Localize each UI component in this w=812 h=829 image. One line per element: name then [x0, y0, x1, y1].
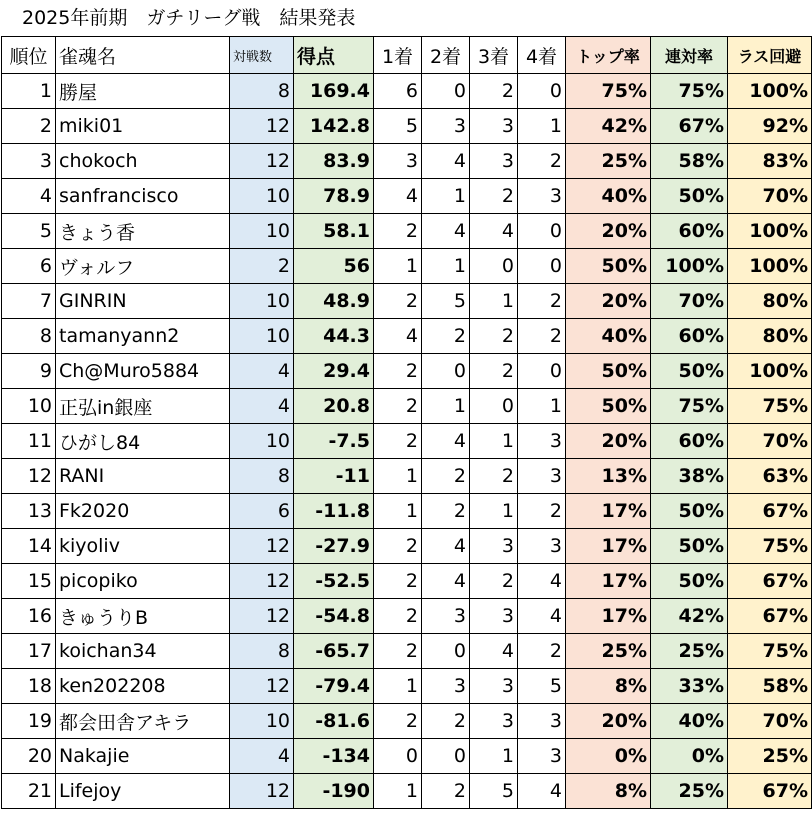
player-name-cell: きゅうりB — [56, 599, 230, 634]
rank-cell: 7 — [2, 284, 56, 319]
fourth-place-cell: 5 — [518, 669, 566, 704]
fourth-place-cell: 2 — [518, 494, 566, 529]
fourth-place-cell: 2 — [518, 634, 566, 669]
rentai-rate-cell: 50% — [651, 354, 728, 389]
fourth-place-cell: 1 — [518, 389, 566, 424]
fourth-place-cell: 2 — [518, 319, 566, 354]
rentai-rate-cell: 70% — [651, 284, 728, 319]
third-place-cell: 4 — [470, 634, 518, 669]
games-cell: 12 — [230, 669, 294, 704]
table-row — [2, 739, 812, 774]
second-place-cell: 0 — [422, 354, 470, 389]
rank-cell: 20 — [2, 739, 56, 774]
table-row — [2, 179, 812, 214]
second-place-cell: 3 — [422, 109, 470, 144]
second-place-cell: 2 — [422, 494, 470, 529]
third-place-cell: 0 — [470, 389, 518, 424]
second-place-cell: 5 — [422, 284, 470, 319]
second-place-cell: 1 — [422, 389, 470, 424]
games-cell: 4 — [230, 354, 294, 389]
games-cell: 12 — [230, 144, 294, 179]
score-cell: 20.8 — [294, 389, 374, 424]
score-cell: -81.6 — [294, 704, 374, 739]
third-place-cell: 1 — [470, 424, 518, 459]
las-avoid-cell: 83% — [728, 144, 812, 179]
fourth-place-cell: 0 — [518, 354, 566, 389]
fourth-place-cell: 0 — [518, 249, 566, 284]
player-name-cell: 都会田舎アキラ — [56, 704, 230, 739]
las-avoid-cell: 75% — [728, 634, 812, 669]
las-avoid-cell: 25% — [728, 739, 812, 774]
las-avoid-cell: 67% — [728, 774, 812, 809]
top-rate-cell: 25% — [566, 144, 651, 179]
third-place-cell: 3 — [470, 669, 518, 704]
games-cell: 4 — [230, 389, 294, 424]
games-cell: 8 — [230, 634, 294, 669]
table-row — [2, 774, 812, 809]
first-place-cell: 1 — [374, 774, 422, 809]
rank-cell: 14 — [2, 529, 56, 564]
header-fourth: 4着 — [518, 37, 566, 74]
player-name-cell: Nakajie — [56, 739, 230, 774]
las-avoid-cell: 100% — [728, 354, 812, 389]
header-name: 雀魂名 — [56, 37, 230, 74]
games-cell: 10 — [230, 704, 294, 739]
games-cell: 12 — [230, 109, 294, 144]
top-rate-cell: 50% — [566, 354, 651, 389]
top-rate-cell: 40% — [566, 319, 651, 354]
table-body — [2, 74, 812, 809]
rentai-rate-cell: 50% — [651, 529, 728, 564]
top-rate-cell: 20% — [566, 704, 651, 739]
first-place-cell: 6 — [374, 74, 422, 109]
games-cell: 2 — [230, 249, 294, 284]
rentai-rate-cell: 25% — [651, 634, 728, 669]
fourth-place-cell: 2 — [518, 284, 566, 319]
second-place-cell: 0 — [422, 634, 470, 669]
table-row — [2, 634, 812, 669]
third-place-cell: 2 — [470, 354, 518, 389]
fourth-place-cell: 4 — [518, 564, 566, 599]
player-name-cell: miki01 — [56, 109, 230, 144]
rentai-rate-cell: 38% — [651, 459, 728, 494]
third-place-cell: 3 — [470, 144, 518, 179]
second-place-cell: 1 — [422, 249, 470, 284]
third-place-cell: 3 — [470, 704, 518, 739]
fourth-place-cell: 2 — [518, 144, 566, 179]
las-avoid-cell: 80% — [728, 284, 812, 319]
table-row — [2, 529, 812, 564]
score-cell: -54.8 — [294, 599, 374, 634]
second-place-cell: 4 — [422, 214, 470, 249]
first-place-cell: 2 — [374, 354, 422, 389]
header-rentai-rate: 連対率 — [651, 37, 728, 74]
player-name-cell: 勝屋 — [56, 74, 230, 109]
header-top-rate: トップ率 — [566, 37, 651, 74]
fourth-place-cell: 3 — [518, 739, 566, 774]
second-place-cell: 4 — [422, 424, 470, 459]
games-cell: 12 — [230, 599, 294, 634]
second-place-cell: 2 — [422, 774, 470, 809]
top-rate-cell: 8% — [566, 774, 651, 809]
first-place-cell: 5 — [374, 109, 422, 144]
top-rate-cell: 20% — [566, 214, 651, 249]
rentai-rate-cell: 40% — [651, 704, 728, 739]
second-place-cell: 4 — [422, 144, 470, 179]
top-rate-cell: 17% — [566, 599, 651, 634]
third-place-cell: 2 — [470, 459, 518, 494]
rank-cell: 5 — [2, 214, 56, 249]
first-place-cell: 2 — [374, 529, 422, 564]
first-place-cell: 2 — [374, 564, 422, 599]
rank-cell: 8 — [2, 319, 56, 354]
player-name-cell: ken202208 — [56, 669, 230, 704]
first-place-cell: 0 — [374, 739, 422, 774]
second-place-cell: 4 — [422, 529, 470, 564]
rank-cell: 12 — [2, 459, 56, 494]
rentai-rate-cell: 50% — [651, 179, 728, 214]
second-place-cell: 2 — [422, 704, 470, 739]
las-avoid-cell: 92% — [728, 109, 812, 144]
rank-cell: 17 — [2, 634, 56, 669]
top-rate-cell: 25% — [566, 634, 651, 669]
rentai-rate-cell: 50% — [651, 564, 728, 599]
rank-cell: 1 — [2, 74, 56, 109]
rank-cell: 11 — [2, 424, 56, 459]
games-cell: 12 — [230, 774, 294, 809]
score-cell: 48.9 — [294, 284, 374, 319]
first-place-cell: 2 — [374, 389, 422, 424]
table-row — [2, 704, 812, 739]
rentai-rate-cell: 60% — [651, 424, 728, 459]
first-place-cell: 2 — [374, 704, 422, 739]
rentai-rate-cell: 67% — [651, 109, 728, 144]
games-cell: 12 — [230, 564, 294, 599]
third-place-cell: 2 — [470, 179, 518, 214]
fourth-place-cell: 1 — [518, 109, 566, 144]
rentai-rate-cell: 33% — [651, 669, 728, 704]
rentai-rate-cell: 0% — [651, 739, 728, 774]
third-place-cell: 1 — [470, 739, 518, 774]
score-cell: 44.3 — [294, 319, 374, 354]
rank-cell: 6 — [2, 249, 56, 284]
results-table — [1, 36, 812, 809]
fourth-place-cell: 4 — [518, 774, 566, 809]
table-row — [2, 354, 812, 389]
top-rate-cell: 50% — [566, 389, 651, 424]
top-rate-cell: 17% — [566, 494, 651, 529]
header-row — [2, 37, 812, 74]
las-avoid-cell: 58% — [728, 669, 812, 704]
rank-cell: 4 — [2, 179, 56, 214]
third-place-cell: 5 — [470, 774, 518, 809]
first-place-cell: 1 — [374, 669, 422, 704]
las-avoid-cell: 80% — [728, 319, 812, 354]
rank-cell: 10 — [2, 389, 56, 424]
first-place-cell: 1 — [374, 494, 422, 529]
player-name-cell: RANI — [56, 459, 230, 494]
fourth-place-cell: 0 — [518, 74, 566, 109]
rentai-rate-cell: 58% — [651, 144, 728, 179]
score-cell: 56 — [294, 249, 374, 284]
rentai-rate-cell: 50% — [651, 494, 728, 529]
table-row — [2, 109, 812, 144]
fourth-place-cell: 4 — [518, 599, 566, 634]
player-name-cell: chokoch — [56, 144, 230, 179]
player-name-cell: koichan34 — [56, 634, 230, 669]
third-place-cell: 2 — [470, 74, 518, 109]
fourth-place-cell: 3 — [518, 179, 566, 214]
table-row — [2, 214, 812, 249]
table-row — [2, 389, 812, 424]
score-cell: -134 — [294, 739, 374, 774]
rank-cell: 18 — [2, 669, 56, 704]
games-cell: 10 — [230, 424, 294, 459]
third-place-cell: 4 — [470, 214, 518, 249]
first-place-cell: 4 — [374, 319, 422, 354]
header-second: 2着 — [422, 37, 470, 74]
score-cell: -11 — [294, 459, 374, 494]
las-avoid-cell: 70% — [728, 179, 812, 214]
las-avoid-cell: 100% — [728, 249, 812, 284]
header-score: 得点 — [294, 37, 374, 74]
first-place-cell: 1 — [374, 249, 422, 284]
rank-cell: 13 — [2, 494, 56, 529]
first-place-cell: 2 — [374, 599, 422, 634]
rentai-rate-cell: 75% — [651, 389, 728, 424]
score-cell: -27.9 — [294, 529, 374, 564]
player-name-cell: ひがし84 — [56, 424, 230, 459]
third-place-cell: 2 — [470, 319, 518, 354]
rank-cell: 16 — [2, 599, 56, 634]
las-avoid-cell: 75% — [728, 529, 812, 564]
table-row — [2, 319, 812, 354]
rentai-rate-cell: 25% — [651, 774, 728, 809]
fourth-place-cell: 3 — [518, 529, 566, 564]
first-place-cell: 2 — [374, 214, 422, 249]
table-row — [2, 459, 812, 494]
third-place-cell: 3 — [470, 109, 518, 144]
fourth-place-cell: 3 — [518, 424, 566, 459]
las-avoid-cell: 67% — [728, 494, 812, 529]
rentai-rate-cell: 100% — [651, 249, 728, 284]
rank-cell: 9 — [2, 354, 56, 389]
top-rate-cell: 50% — [566, 249, 651, 284]
score-cell: 78.9 — [294, 179, 374, 214]
top-rate-cell: 0% — [566, 739, 651, 774]
fourth-place-cell: 3 — [518, 459, 566, 494]
player-name-cell: Ch@Muro5884 — [56, 354, 230, 389]
header-games: 対戦数 — [230, 37, 294, 74]
second-place-cell: 3 — [422, 599, 470, 634]
games-cell: 4 — [230, 739, 294, 774]
fourth-place-cell: 3 — [518, 704, 566, 739]
header-third: 3着 — [470, 37, 518, 74]
top-rate-cell: 17% — [566, 529, 651, 564]
player-name-cell: tamanyann2 — [56, 319, 230, 354]
score-cell: 169.4 — [294, 74, 374, 109]
games-cell: 6 — [230, 494, 294, 529]
table-row — [2, 564, 812, 599]
score-cell: -65.7 — [294, 634, 374, 669]
first-place-cell: 1 — [374, 459, 422, 494]
third-place-cell: 2 — [470, 564, 518, 599]
top-rate-cell: 75% — [566, 74, 651, 109]
rentai-rate-cell: 75% — [651, 74, 728, 109]
first-place-cell: 2 — [374, 424, 422, 459]
second-place-cell: 2 — [422, 319, 470, 354]
player-name-cell: kiyoliv — [56, 529, 230, 564]
games-cell: 8 — [230, 74, 294, 109]
rank-cell: 21 — [2, 774, 56, 809]
table-row — [2, 669, 812, 704]
score-cell: 83.9 — [294, 144, 374, 179]
top-rate-cell: 42% — [566, 109, 651, 144]
rentai-rate-cell: 42% — [651, 599, 728, 634]
las-avoid-cell: 75% — [728, 389, 812, 424]
rank-cell: 2 — [2, 109, 56, 144]
player-name-cell: ヴォルフ — [56, 249, 230, 284]
player-name-cell: きょう香 — [56, 214, 230, 249]
las-avoid-cell: 63% — [728, 459, 812, 494]
score-cell: -52.5 — [294, 564, 374, 599]
top-rate-cell: 20% — [566, 284, 651, 319]
score-cell: 142.8 — [294, 109, 374, 144]
rank-cell: 3 — [2, 144, 56, 179]
table-row — [2, 599, 812, 634]
games-cell: 10 — [230, 214, 294, 249]
score-cell: 58.1 — [294, 214, 374, 249]
third-place-cell: 0 — [470, 249, 518, 284]
second-place-cell: 0 — [422, 74, 470, 109]
third-place-cell: 1 — [470, 494, 518, 529]
score-cell: -11.8 — [294, 494, 374, 529]
header-rank: 順位 — [2, 37, 56, 74]
header-las-avoid: ラス回避 — [728, 37, 812, 74]
score-cell: -79.4 — [294, 669, 374, 704]
second-place-cell: 1 — [422, 179, 470, 214]
games-cell: 10 — [230, 284, 294, 319]
player-name-cell: GINRIN — [56, 284, 230, 319]
second-place-cell: 2 — [422, 459, 470, 494]
top-rate-cell: 17% — [566, 564, 651, 599]
fourth-place-cell: 0 — [518, 214, 566, 249]
table-row — [2, 494, 812, 529]
score-cell: 29.4 — [294, 354, 374, 389]
games-cell: 12 — [230, 529, 294, 564]
rank-cell: 19 — [2, 704, 56, 739]
player-name-cell: sanfrancisco — [56, 179, 230, 214]
table-row — [2, 144, 812, 179]
games-cell: 10 — [230, 179, 294, 214]
table-row — [2, 249, 812, 284]
games-cell: 10 — [230, 319, 294, 354]
third-place-cell: 3 — [470, 599, 518, 634]
table-row — [2, 424, 812, 459]
player-name-cell: picopiko — [56, 564, 230, 599]
player-name-cell: Fk2020 — [56, 494, 230, 529]
header-first: 1着 — [374, 37, 422, 74]
second-place-cell: 0 — [422, 739, 470, 774]
las-avoid-cell: 70% — [728, 424, 812, 459]
first-place-cell: 3 — [374, 144, 422, 179]
las-avoid-cell: 67% — [728, 599, 812, 634]
second-place-cell: 3 — [422, 669, 470, 704]
top-rate-cell: 13% — [566, 459, 651, 494]
third-place-cell: 3 — [470, 529, 518, 564]
page-title: 2025年前期 ガチリーグ戦 結果発表 — [22, 7, 356, 29]
second-place-cell: 4 — [422, 564, 470, 599]
third-place-cell: 1 — [470, 284, 518, 319]
player-name-cell: 正弘in銀座 — [56, 389, 230, 424]
table-row — [2, 74, 812, 109]
rentai-rate-cell: 60% — [651, 319, 728, 354]
las-avoid-cell: 70% — [728, 704, 812, 739]
las-avoid-cell: 100% — [728, 214, 812, 249]
las-avoid-cell: 67% — [728, 564, 812, 599]
rank-cell: 15 — [2, 564, 56, 599]
games-cell: 8 — [230, 459, 294, 494]
rentai-rate-cell: 60% — [651, 214, 728, 249]
first-place-cell: 2 — [374, 284, 422, 319]
score-cell: -7.5 — [294, 424, 374, 459]
top-rate-cell: 40% — [566, 179, 651, 214]
table-row — [2, 284, 812, 319]
top-rate-cell: 8% — [566, 669, 651, 704]
las-avoid-cell: 100% — [728, 74, 812, 109]
top-rate-cell: 20% — [566, 424, 651, 459]
first-place-cell: 4 — [374, 179, 422, 214]
first-place-cell: 2 — [374, 634, 422, 669]
player-name-cell: Lifejoy — [56, 774, 230, 809]
score-cell: -190 — [294, 774, 374, 809]
